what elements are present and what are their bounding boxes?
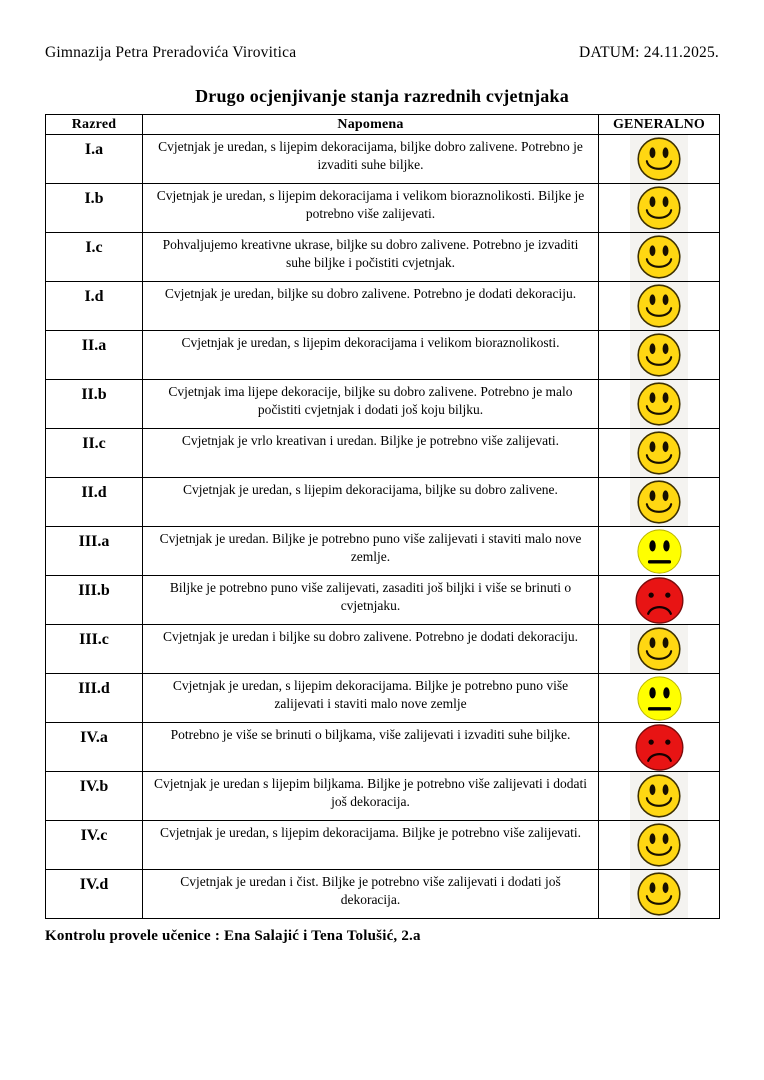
razred-cell xyxy=(46,478,143,527)
happy-smiley-svg xyxy=(636,136,682,182)
napomena-text: Cvjetnjak je uredan, biljke su dobro zalivene. Potrebno je dodati dekoraciju. xyxy=(164,286,577,301)
napomena-text: Cvjetnjak je uredan s lijepim biljkama. Biljke je potrebno više zalijevati i dodati još dekoracija. xyxy=(153,776,587,809)
napomena-cell xyxy=(143,772,599,821)
generalno-cell xyxy=(599,478,720,527)
table-row xyxy=(46,429,720,478)
col-header-razred: Razred xyxy=(46,115,143,135)
razred-label: III.d xyxy=(78,680,110,697)
razred-cell xyxy=(46,527,143,576)
napomena-text: Cvjetnjak je uredan, s lijepim dekoracijama i velikom bioraznolikosti. xyxy=(181,335,560,350)
happy-smiley-svg xyxy=(636,626,682,672)
generalno-cell xyxy=(599,625,720,674)
smiley-image-background xyxy=(630,576,688,624)
smiley-image-background xyxy=(630,478,688,526)
razred-cell xyxy=(46,429,143,478)
generalno-cell xyxy=(599,282,720,331)
table-row xyxy=(46,674,720,723)
happy-smiley-icon xyxy=(636,234,682,280)
smiley-image-background xyxy=(630,772,688,820)
sad-smiley-svg xyxy=(634,576,685,625)
smiley-image-background xyxy=(630,135,688,183)
razred-label: I.a xyxy=(84,141,104,158)
generalno-cell xyxy=(599,772,720,821)
razred-label: III.b xyxy=(78,582,110,599)
napomena-cell xyxy=(143,527,599,576)
table-row xyxy=(46,184,720,233)
happy-smiley-icon xyxy=(636,871,682,917)
generalno-cell xyxy=(599,870,720,919)
razred-cell xyxy=(46,674,143,723)
smiley-image-background xyxy=(630,674,688,722)
razred-cell xyxy=(46,821,143,870)
smiley-image-background xyxy=(630,233,688,281)
napomena-cell xyxy=(143,184,599,233)
smiley-image-background xyxy=(630,429,688,477)
table-row xyxy=(46,821,720,870)
page-title: Drugo ocjenjivanje stanja razrednih cvjetnjaka xyxy=(195,86,569,106)
happy-smiley-svg xyxy=(636,871,682,917)
generalno-cell xyxy=(599,723,720,772)
neutral-smiley-icon xyxy=(636,528,683,575)
razred-label: II.a xyxy=(81,337,107,354)
napomena-text: Potrebno je više se brinuti o biljkama, više zalijevati i izvaditi suhe biljke. xyxy=(170,727,571,742)
happy-smiley-svg xyxy=(636,822,682,868)
happy-smiley-icon xyxy=(636,479,682,525)
smiley-image-background xyxy=(630,625,688,673)
razred-cell xyxy=(46,723,143,772)
napomena-text: Cvjetnjak je uredan. Biljke je potrebno puno više zalijevati i staviti malo nove zemlje. xyxy=(159,531,582,564)
razred-cell xyxy=(46,184,143,233)
sad-smiley-icon xyxy=(634,576,685,625)
table-row xyxy=(46,772,720,821)
napomena-cell xyxy=(143,870,599,919)
smiley-image-background xyxy=(630,331,688,379)
happy-smiley-svg xyxy=(636,381,682,427)
happy-smiley-icon xyxy=(636,381,682,427)
generalno-cell xyxy=(599,429,720,478)
razred-cell xyxy=(46,331,143,380)
razred-label: III.a xyxy=(78,533,110,550)
smiley-image-background xyxy=(630,723,688,771)
table-row xyxy=(46,380,720,429)
table-row xyxy=(46,723,720,772)
napomena-text: Cvjetnjak je uredan, s lijepim dekoracijama. Biljke je potrebno puno više zalijevati i staviti malo nove zemlje xyxy=(172,678,569,711)
generalno-cell xyxy=(599,821,720,870)
sad-smiley-icon xyxy=(634,723,685,772)
happy-smiley-svg xyxy=(636,234,682,280)
sad-smiley-svg xyxy=(634,723,685,772)
table-row xyxy=(46,331,720,380)
napomena-text: Cvjetnjak je uredan, s lijepim dekoracijama. Biljke je potrebno više zalijevati. xyxy=(160,825,581,840)
napomena-text: Cvjetnjak je uredan, s lijepim dekoracijama, biljke dobro zalivene. Potrebno je izvaditi suhe biljke. xyxy=(158,139,583,172)
razred-label: I.d xyxy=(84,288,104,305)
table-row xyxy=(46,233,720,282)
table-row xyxy=(46,870,720,919)
generalno-cell xyxy=(599,184,720,233)
razred-label: IV.a xyxy=(80,729,108,746)
neutral-smiley-svg xyxy=(636,528,683,575)
napomena-text: Cvjetnjak je vrlo kreativan i uredan. Biljke je potrebno više zalijevati. xyxy=(181,433,560,448)
napomena-cell xyxy=(143,135,599,184)
razred-label: IV.c xyxy=(80,827,108,844)
razred-cell xyxy=(46,380,143,429)
col-header-napomena: Napomena xyxy=(143,115,599,135)
table-header xyxy=(46,115,720,135)
razred-cell xyxy=(46,233,143,282)
generalno-cell xyxy=(599,331,720,380)
razred-cell xyxy=(46,282,143,331)
napomena-cell xyxy=(143,576,599,625)
happy-smiley-icon xyxy=(636,822,682,868)
razred-label: II.b xyxy=(81,386,107,403)
napomena-text: Cvjetnjak je uredan, s lijepim dekoracijama, biljke su dobro zalivene. xyxy=(183,482,558,497)
generalno-cell xyxy=(599,527,720,576)
happy-smiley-icon xyxy=(636,773,682,819)
happy-smiley-icon xyxy=(636,332,682,378)
napomena-cell xyxy=(143,674,599,723)
napomena-cell xyxy=(143,282,599,331)
happy-smiley-svg xyxy=(636,479,682,525)
happy-smiley-svg xyxy=(636,283,682,329)
neutral-smiley-icon xyxy=(636,675,683,722)
smiley-image-background xyxy=(630,527,688,575)
happy-smiley-icon xyxy=(636,136,682,182)
razred-cell xyxy=(46,135,143,184)
happy-smiley-icon xyxy=(636,626,682,672)
napomena-cell xyxy=(143,478,599,527)
smiley-image-background xyxy=(630,821,688,869)
table-row xyxy=(46,576,720,625)
table-row xyxy=(46,478,720,527)
razred-cell xyxy=(46,625,143,674)
generalno-cell xyxy=(599,576,720,625)
razred-label: IV.b xyxy=(79,778,109,795)
header-row xyxy=(46,115,720,135)
col-header-generalno: GENERALNO xyxy=(599,115,720,135)
table-row xyxy=(46,282,720,331)
napomena-text: Biljke je potrebno puno više zalijevati, zasaditi još biljki i više se brinuti o cvjetnjaku. xyxy=(169,580,572,613)
document-header xyxy=(45,44,719,62)
generalno-cell xyxy=(599,233,720,282)
happy-smiley-icon xyxy=(636,185,682,231)
napomena-cell xyxy=(143,723,599,772)
napomena-cell xyxy=(143,625,599,674)
evaluation-table xyxy=(45,114,720,919)
razred-label: II.d xyxy=(81,484,107,501)
razred-label: III.c xyxy=(79,631,109,648)
happy-smiley-svg xyxy=(636,430,682,476)
napomena-text: Cvjetnjak je uredan i biljke su dobro zalivene. Potrebno je dodati dekoraciju. xyxy=(162,629,578,644)
happy-smiley-svg xyxy=(636,185,682,231)
razred-label: IV.d xyxy=(79,876,109,893)
happy-smiley-svg xyxy=(636,773,682,819)
razred-label: II.c xyxy=(82,435,106,452)
razred-cell xyxy=(46,870,143,919)
smiley-image-background xyxy=(630,282,688,330)
generalno-cell xyxy=(599,135,720,184)
table-row xyxy=(46,527,720,576)
razred-cell xyxy=(46,772,143,821)
control-credit-note: Kontrolu provele učenice : Ena Salajić i Tena Tolušić, 2.a xyxy=(45,928,421,944)
razred-cell xyxy=(46,576,143,625)
smiley-image-background xyxy=(630,184,688,232)
table-body xyxy=(46,135,720,919)
napomena-text: Pohvaljujemo kreativne ukrase, biljke su dobro zalivene. Potrebno je izvaditi suhe biljke i počistiti cvjetnjak. xyxy=(162,237,579,270)
date-label: DATUM: 24.11.2025. xyxy=(579,44,719,61)
generalno-cell xyxy=(599,380,720,429)
napomena-cell xyxy=(143,429,599,478)
happy-smiley-icon xyxy=(636,283,682,329)
neutral-smiley-svg xyxy=(636,675,683,722)
table-row xyxy=(46,135,720,184)
napomena-cell xyxy=(143,331,599,380)
smiley-image-background xyxy=(630,380,688,428)
happy-smiley-icon xyxy=(636,430,682,476)
happy-smiley-svg xyxy=(636,332,682,378)
napomena-cell xyxy=(143,821,599,870)
razred-label: I.b xyxy=(84,190,104,207)
generalno-cell xyxy=(599,674,720,723)
razred-label: I.c xyxy=(85,239,103,256)
napomena-cell xyxy=(143,380,599,429)
napomena-text: Cvjetnjak ima lijepe dekoracije, biljke su dobro zalivene. Potrebno je malo počistiti cvjetnjak i dodati još koju biljku. xyxy=(168,384,573,417)
table-row xyxy=(46,625,720,674)
smiley-image-background xyxy=(630,870,688,918)
napomena-text: Cvjetnjak je uredan, s lijepim dekoracijama i velikom bioraznolikosti. Biljke je potrebno više zalijevati. xyxy=(156,188,585,221)
napomena-text: Cvjetnjak je uredan i čist. Biljke je potrebno više zalijevati i dodati još dekoracija. xyxy=(180,874,561,907)
napomena-cell xyxy=(143,233,599,282)
school-name: Gimnazija Petra Preradovića Virovitica xyxy=(45,44,297,61)
